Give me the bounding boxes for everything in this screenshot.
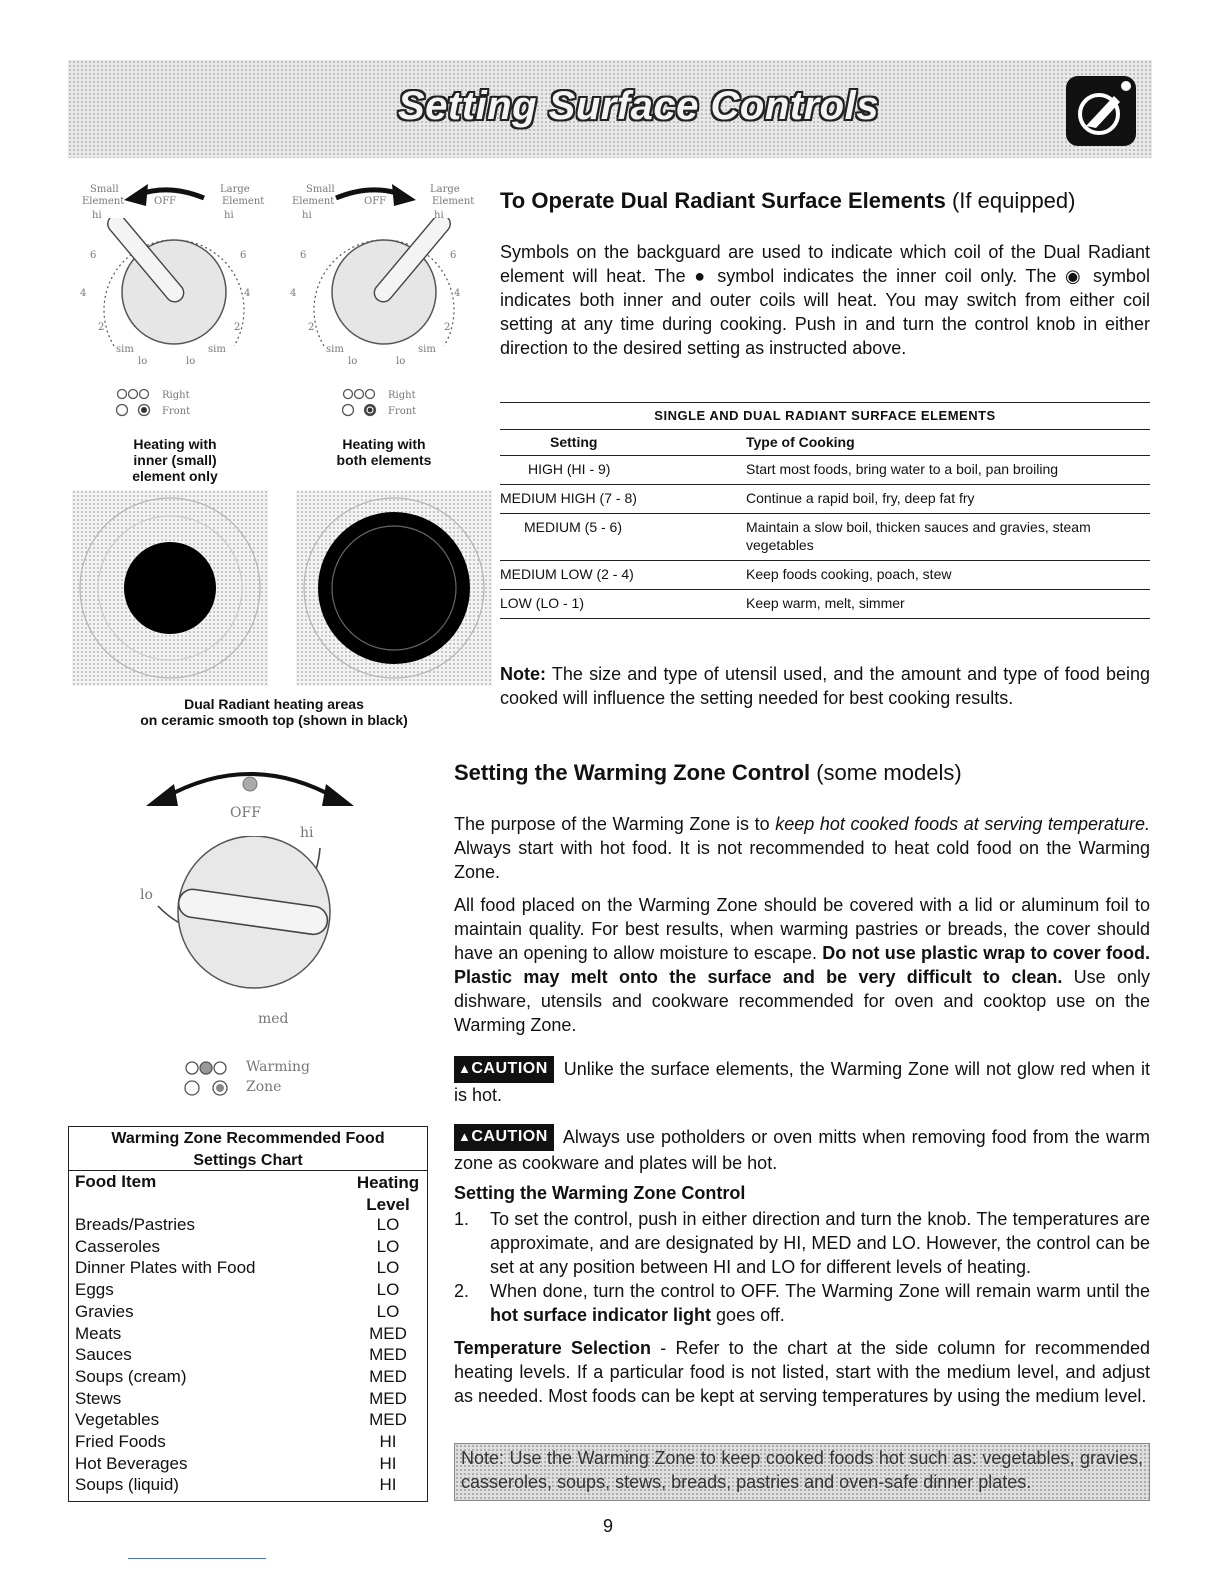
label-sim: sim	[418, 344, 436, 355]
label-off: OFF	[154, 196, 177, 207]
caption-inner-element: Heating with inner (small) element only	[132, 436, 218, 484]
table-caption: SINGLE AND DUAL RADIANT SURFACE ELEMENTS	[500, 403, 1150, 430]
label-element: Element	[292, 196, 335, 207]
section-heading-warming-zone: Setting the Warming Zone Control (some models)	[454, 760, 962, 785]
column-header-food: Food Item	[75, 1172, 157, 1191]
warming-cover-paragraph: All food placed on the Warming Zone should be covered with a lid or aluminum foil to maintain quality. For best results, when warming pastries or breads, the cover should have an opening to allow moisture to escape. Do not use plastic wrap to cover food. Plastic may melt onto the surface and be very difficult to clean. Use only dishware, utensils and cookware recommended for oven and cooktop use on the Warming Zone.	[454, 895, 1150, 1035]
heating-level: HI	[379, 1432, 397, 1451]
warming-zone-knob	[140, 756, 370, 1046]
page-title: Setting Surface Controls	[398, 84, 879, 128]
label-hi: hi	[434, 210, 444, 221]
food-item: Hot Beverages	[75, 1453, 188, 1473]
warning-icon: ▲	[458, 1061, 472, 1076]
caution-glow-paragraph: ▲CAUTION Unlike the surface elements, the Warming Zone will not glow red when it is hot.	[454, 1056, 1150, 1107]
warming-note-box: Note: Use the Warming Zone to keep cooked foods hot such as: vegetables, gravies, casseroles, soups, stews, breads, pastries and oven-safe dinner plates.	[454, 1443, 1150, 1501]
control-knob	[304, 218, 464, 358]
food-item: Sauces	[75, 1345, 132, 1365]
label-6: 6	[90, 250, 97, 261]
label-large: Large	[430, 184, 460, 195]
heating-level: LO	[376, 1258, 400, 1278]
food-item: Dinner Plates with Food	[75, 1258, 256, 1278]
label-element: Element	[432, 196, 475, 207]
table-row: LOW (LO - 1) Keep warm, melt, simmer	[500, 590, 1150, 619]
column-header-level: Heating Level	[356, 1173, 420, 1214]
label-large: Large	[220, 184, 250, 195]
label-2: 2	[98, 322, 105, 333]
label-warming: Warming	[246, 1059, 310, 1075]
warming-zone-indicator	[184, 1058, 334, 1102]
label-2: 2	[308, 322, 315, 333]
heating-level: MED	[369, 1410, 407, 1430]
table-row: MEDIUM HIGH (7 - 8) Continue a rapid boil, fry, deep fat fry	[500, 485, 1150, 514]
column-header: Type of Cooking	[746, 430, 1150, 456]
heating-level: MED	[369, 1323, 407, 1343]
heating-level: LO	[376, 1301, 400, 1321]
label-4: 4	[244, 288, 251, 299]
label-sim: sim	[208, 344, 226, 355]
food-item: Casseroles	[75, 1236, 161, 1256]
label-element: Element	[222, 196, 265, 207]
label-lo: lo	[348, 356, 358, 367]
page-number: 9	[603, 1516, 614, 1536]
label-lo: lo	[138, 356, 148, 367]
radiant-settings-table	[500, 402, 1150, 619]
label-zone: Zone	[246, 1079, 282, 1095]
label-lo: lo	[186, 356, 196, 367]
caption-heating-areas: Dual Radiant heating areas on ceramic smooth top (shown in black)	[140, 696, 408, 728]
heating-level: LO	[376, 1280, 400, 1300]
heating-level: MED	[369, 1366, 407, 1386]
warming-purpose-paragraph: The purpose of the Warming Zone is to keep hot cooked foods at serving temperature. Always start with hot food. It is not recommended to heat cold food on the Warming Zone.	[454, 814, 1150, 882]
food-item: Gravies	[75, 1301, 134, 1321]
table-row: HIGH (HI - 9) Start most foods, bring water to a boil, pan broiling	[500, 456, 1150, 485]
inner-coil-dot-icon: ●	[694, 266, 709, 286]
label-hi: hi	[92, 210, 102, 221]
label-small: Small	[306, 184, 335, 195]
label-front: Front	[388, 406, 417, 417]
label-6: 6	[300, 250, 307, 261]
column-header: Setting	[500, 430, 746, 456]
both-coils-icon: ◉	[1065, 266, 1085, 286]
dual-knob-left	[78, 180, 268, 380]
section-heading-dual-radiant: To Operate Dual Radiant Surface Elements (If equipped)	[500, 188, 1076, 213]
label-4: 4	[290, 288, 297, 299]
label-element: Element	[82, 196, 125, 207]
label-hi: hi	[224, 210, 234, 221]
dual-knob-right	[288, 180, 478, 380]
control-knob	[150, 836, 350, 1016]
step-number: 2.	[454, 1281, 470, 1301]
control-knob	[94, 218, 254, 358]
table-row: MEDIUM (5 - 6) Maintain a slow boil, thicken sauces and gravies, steam vegetables	[500, 514, 1150, 561]
food-item: Stews	[75, 1388, 122, 1408]
heating-level: HI	[379, 1475, 397, 1495]
label-4: 4	[80, 288, 87, 299]
food-item: Meats	[75, 1323, 122, 1343]
heating-level: MED	[369, 1388, 407, 1408]
radiant-element-both	[296, 490, 492, 686]
burner-layout-icon	[184, 1058, 228, 1102]
label-sim: sim	[326, 344, 344, 355]
label-hi: hi	[300, 825, 314, 841]
table-row: MEDIUM LOW (2 - 4) Keep foods cooking, poach, stew	[500, 561, 1150, 590]
label-6: 6	[240, 250, 247, 261]
label-2: 2	[234, 322, 241, 333]
label-off: OFF	[364, 196, 387, 207]
heating-level: MED	[369, 1345, 407, 1365]
label-6: 6	[450, 250, 457, 261]
burner-layout-icon	[116, 386, 152, 422]
label-lo: lo	[396, 356, 406, 367]
subheading-warming-control: Setting the Warming Zone Control	[454, 1183, 746, 1203]
dual-radiant-paragraph: Symbols on the backguard are used to indicate which coil of the Dual Radiant element will heat. The ● symbol indicates the inner coil only. The ◉ symbol indicates both inner and outer coils will heat. You may switch from either coil setting at any time during cooking. Push in and turn the control knob in either direction to the desired setting as instructed above.	[500, 242, 1150, 358]
warning-icon: ▲	[458, 1129, 472, 1144]
food-item: Fried Foods	[75, 1432, 166, 1451]
label-sim: sim	[116, 344, 134, 355]
caution-potholders-paragraph: ▲CAUTION Always use potholders or oven mitts when removing food from the warm zone as cookware and plates will be hot.	[454, 1124, 1150, 1175]
label-hi: hi	[302, 210, 312, 221]
food-item: Soups (cream)	[75, 1366, 187, 1386]
caution-badge: ▲CAUTION	[454, 1056, 554, 1083]
divider	[68, 1170, 428, 1171]
label-off: OFF	[230, 805, 261, 821]
heating-level: LO	[376, 1236, 400, 1256]
heating-level: LO	[376, 1215, 400, 1234]
label-small: Small	[90, 184, 119, 195]
step-1-text: To set the control, push in either direction and turn the knob. The temperatures are approximate, and are designated by HI, MED and LO. However, the control can be set at any position between HI and LO for different levels of heating.	[490, 1209, 1150, 1277]
label-right: Right	[388, 390, 416, 401]
footer-line	[128, 1558, 266, 1559]
label-4: 4	[454, 288, 461, 299]
warming-chart-title: Warming Zone Recommended Food Settings Chart	[111, 1130, 385, 1169]
label-front: Front	[162, 406, 191, 417]
step-number: 1.	[454, 1209, 470, 1229]
label-2: 2	[444, 322, 451, 333]
food-item: Eggs	[75, 1280, 114, 1300]
caution-badge: ▲CAUTION	[454, 1124, 554, 1151]
temperature-selection-paragraph: Temperature Selection - Refer to the chart at the side column for recommended heating levels. If a particular food is not listed, start with the medium level, and adjust as needed. Most foods can be kept at serving temperatures by using the medium level.	[454, 1338, 1150, 1406]
label-lo: lo	[140, 887, 153, 903]
food-item: Vegetables	[75, 1410, 160, 1430]
indicator-symbol-right	[342, 386, 462, 422]
food-item: Breads/Pastries	[75, 1215, 195, 1234]
note-paragraph: Note: The size and type of utensil used, and the amount and type of food being cooked will influence the setting needed for best cooking results.	[500, 664, 1150, 708]
indicator-symbol-left	[116, 386, 236, 422]
food-item: Soups (liquid)	[75, 1475, 179, 1495]
cooktop-hand-icon	[1066, 76, 1136, 146]
burner-layout-icon	[342, 386, 378, 422]
radiant-element-inner	[72, 490, 268, 686]
label-med: med	[258, 1011, 289, 1027]
step-2-text: When done, turn the control to OFF. The Warming Zone will remain warm until the hot surface indicator light goes off.	[490, 1281, 1150, 1325]
label-right: Right	[162, 390, 190, 401]
heating-level: HI	[379, 1453, 397, 1473]
caption-both-elements: Heating with both elements	[336, 436, 432, 468]
